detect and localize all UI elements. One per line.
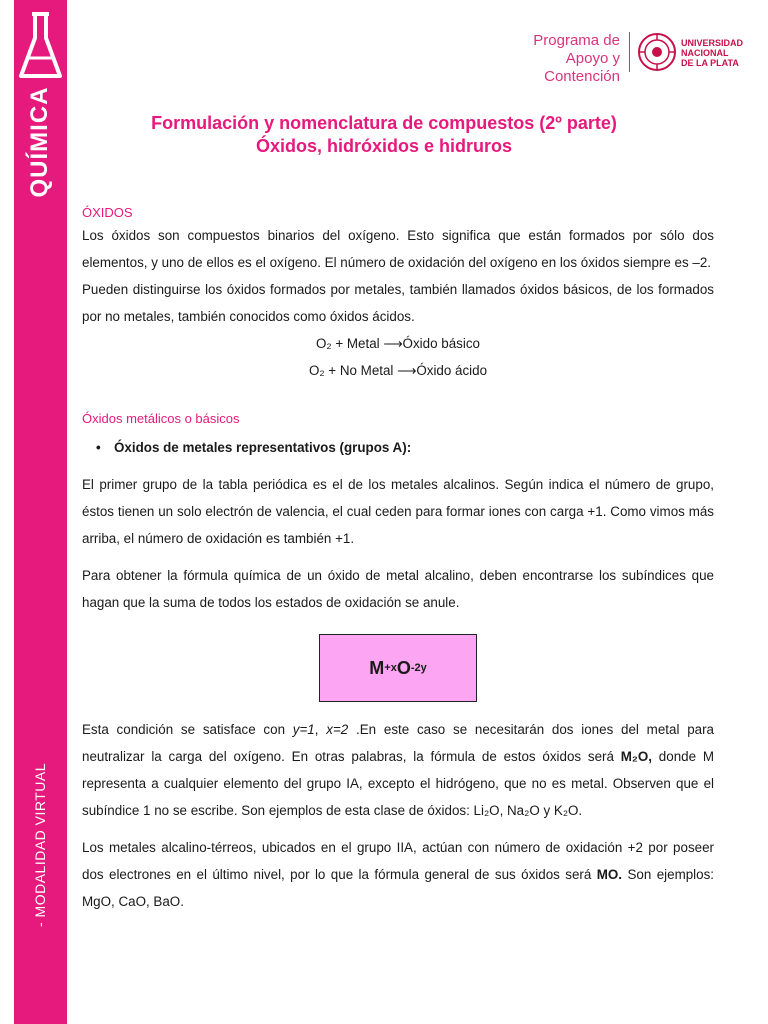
bullet-item: • Óxidos de metales representativos (grupos A):	[96, 434, 714, 461]
paragraph: Los metales alcalino-térreos, ubicados en el grupo IIA, actúan con número de oxidación +2 por poseer dos electrones en el último nivel, por lo que la fórmula general de sus óxidos será MO. Son ejemplos: MgO, CaO, BaO.	[82, 840, 715, 909]
bullet-icon: •	[96, 440, 101, 455]
reaction-acid: O₂ + No Metal ⟶Óxido ácido	[308, 363, 488, 378]
sidebar-modality-label: - MODALIDAD VIRTUAL	[32, 762, 48, 928]
reaction-basic: O₂ + Metal ⟶Óxido básico	[316, 336, 480, 351]
sidebar-subject-label: QUÍMICA	[26, 86, 53, 198]
section-heading-metalicos: Óxidos metálicos o básicos	[82, 411, 240, 426]
general-formula-box: M + x O -2 y	[319, 634, 477, 702]
section-heading-oxidos: ÓXIDOS	[82, 205, 133, 220]
program-name: Programa de Apoyo y Contención	[533, 32, 620, 85]
header-divider	[629, 32, 630, 72]
paragraph: Los óxidos son compuestos binarios del oxígeno. Esto significa que están formados por sólo dos elementos, y uno de ellos es el oxígeno. El número de oxidación del oxígeno en los óxidos siempre es –2.	[82, 228, 714, 270]
paragraph: Para obtener la fórmula química de un óxido de metal alcalino, deben encontrarse los subíndices que hagan que la suma de todos los estados de oxidación se anule.	[82, 568, 714, 610]
paragraph: El primer grupo de la tabla periódica es el de los metales alcalinos. Según indica el número de grupo, éstos tienen un solo electrón de valencia, el cual ceden para formar iones con carga +1. Como vimos más arriba, el número de oxidación es también +1.	[82, 477, 714, 546]
title-line-2: Óxidos, hidróxidos e hidruros	[255, 136, 513, 156]
university-name: UNIVERSIDAD NACIONAL DE LA PLATA	[681, 38, 744, 68]
paragraph: Esta condición se satisface con y=1, x=2 .En este caso se necesitarán dos iones del metal para neutralizar la carga del oxígeno. En otras palabras, la fórmula de estos óxidos será M₂O, donde M representa a cualquier elemento del grupo IA, excepto el hidrógeno, que no es metal. Observen que el subíndice 1 no se escribe. Son ejemplos de esta clase de óxidos: Li₂O, Na₂O y K₂O.	[82, 722, 714, 818]
document-body	[82, 204, 714, 915]
university-seal-icon	[637, 30, 677, 74]
title-line-1: Formulación y nomenclatura de compuestos (2º parte)	[151, 113, 617, 133]
paragraph: Pueden distinguirse los óxidos formados por metales, también llamados óxidos básicos, de los formados por no metales, también conocidos como óxidos ácidos.	[82, 282, 714, 324]
flask-logo	[14, 0, 67, 88]
flask-icon	[18, 8, 63, 84]
document-title	[90, 112, 678, 158]
